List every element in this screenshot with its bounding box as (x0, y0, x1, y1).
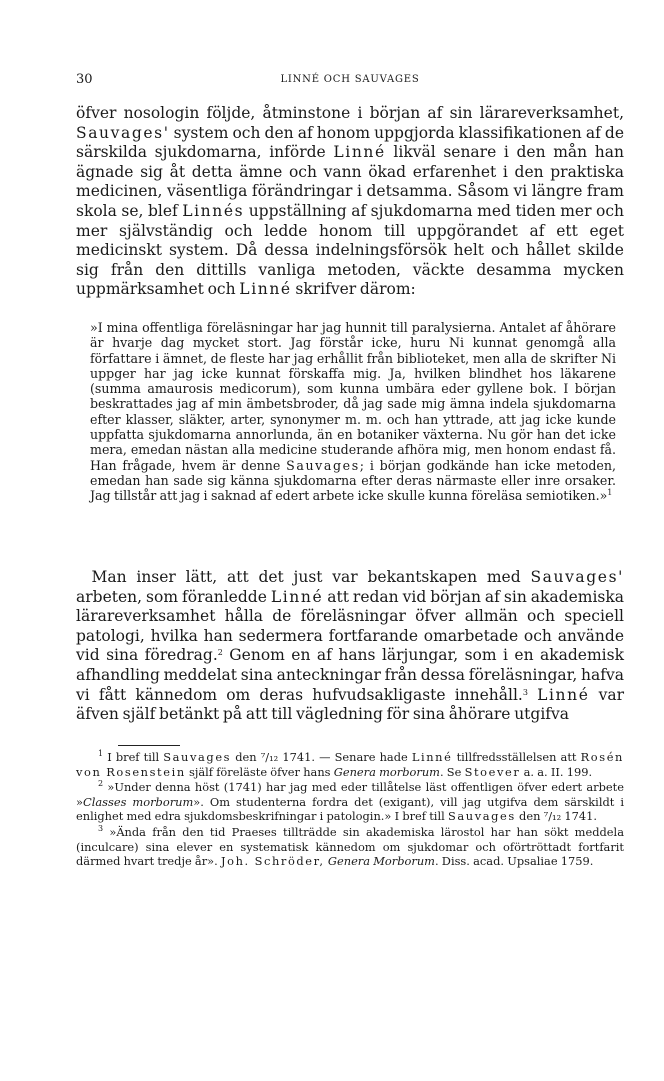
title-genera-morborum: Genera Morborum (327, 854, 435, 869)
footnotes (76, 750, 624, 870)
title-genera-morborum: Genera morborum (333, 764, 440, 779)
paragraph-2 (76, 568, 624, 725)
name-linne: Linné (537, 685, 590, 704)
name-sauvages: Sauvages' (530, 568, 624, 586)
footnote-mark: 3 (98, 823, 104, 833)
text-run: arbeten, som föranledde (76, 587, 271, 606)
name-rosen: Rosén von Rosenstein (76, 750, 624, 779)
footnote-1 (76, 750, 624, 779)
text-run: skrifver därom: (291, 280, 416, 299)
name-linnes: Linnés (182, 201, 245, 220)
running-title: LINNÉ OCH SAUVAGES (280, 74, 420, 85)
page-header (76, 72, 624, 90)
text-run: var äfven själf betänkt på att till vägledning för sina åhörare utgifva (76, 685, 624, 724)
name-sauvages: Sauvages (163, 750, 232, 764)
footnote-ref: 2 (217, 648, 223, 658)
text-run: system och den af honom uppgjorda klassifikationen af de särskilda sjukdomarna, införde (76, 123, 624, 162)
text-run: Genom en af hans lärjungar, som i en akademisk afhandling meddelat sina anteckningar från dessa föreläsningar, hafva vi fått kännedom om deras hufvudsakligaste innehåll. (76, 646, 624, 704)
footnote-ref: 3 (522, 687, 528, 697)
name-sauvages: Sauvages (286, 457, 360, 473)
page-number: 30 (76, 72, 93, 87)
name-stoever: Stoever (464, 764, 521, 779)
name-linne: Linné (333, 143, 386, 162)
name-linne: Linné (239, 280, 292, 299)
title-classes-morborum: Classes morborum (82, 794, 194, 809)
footnote-3 (76, 825, 624, 869)
note-text: I bref till (107, 750, 164, 764)
note-text: själf föreläste öfver hans (185, 764, 334, 779)
name-linne: Linné (270, 587, 324, 606)
note-text: . Se (439, 764, 465, 779)
text-run: öfver nosologin följde, åtminstone i början af sin lärareverksamhet, (76, 104, 624, 122)
name-sauvages: Sauvages' (76, 123, 170, 142)
quote-text: ; i början godkände han icke metoden, emedan han sade sig känna sjukdomarna efter deras närmaste eller inre orsaker. Jag tillstår att jag i saknad af edert arbete icke skulle kunna föreläsa semiotiken.» (90, 457, 616, 504)
paragraph-1 (76, 104, 624, 300)
note-text: tillfredsställelsen att (452, 750, 581, 764)
footnote-mark: 2 (98, 779, 104, 789)
note-text: »Ända från den tid Praeses tillträdde sin akademiska lärostol har han sökt meddela (inculcare) sina elever en systematisk kännedom om sjukdomar och oförtröttadt fortfarit därmed hvart tredje år». (76, 824, 624, 869)
text-run: likväl senare i den mån han ägnade sig åt detta ämne och vann ökad erfarenhet i den praktiska medicinen, väsentliga förändringar i detsamma. Såsom vi längre fram skola se, blef (76, 143, 624, 220)
note-text: ». Om studenterna fordra det (exigant), vill jag utgifva dem särskildt i enlighet med edra sjukdomsbeskrifningar i patologin.» I bref till (76, 794, 625, 824)
note-text: den ⁷/₁₂ 1741. (515, 809, 597, 824)
block-quote (90, 320, 616, 504)
footnote-2 (76, 780, 624, 824)
name-linne: Linné (411, 750, 453, 764)
text-run: Man inser lätt, att det just var bekantskapen med (91, 568, 531, 586)
name-schroder: Joh. Schröder, (220, 854, 325, 869)
note-text: . Diss. acad. Upsaliae 1759. (434, 854, 594, 869)
text-run: uppställning af sjukdomarna med tiden mer och mer självständig och ledde honom till uppgörandet af ett eget medicinskt system. Då dessa indelningsförsök helt och hållet skilde sig från den dittills vanliga metoden, väckte desamma mycken uppmärksamhet och (76, 201, 624, 299)
footnote-ref: 1 (607, 488, 613, 498)
note-text: den ⁷/₁₂ 1741. — Senare hade (231, 750, 412, 764)
note-text: »Under denna höst (1741) har jag med eder tillåtelse läst offentligen öfver edert arbete » (76, 780, 624, 809)
footnote-divider (118, 745, 180, 746)
footnote-mark: 1 (98, 749, 104, 758)
name-sauvages: Sauvages (447, 809, 516, 824)
quote-text: »I mina offentliga föreläsningar har jag hunnit till paralysierna. Antalet af åhörare är hvarje dag mycket stort. Jag förstår icke, huru Ni kunnat genomgå alla författare i ämnet, de fleste har jag erhållit från biblioteket, men alla de skrifter Ni uppger har jag icke kunnat förskaffa mig. Ja, hvilken blindhet hos läkarene (summa amaurosis medicorum), som kunna umbära eder gyllene bok. I början beskrattades jag af min ämbetsbroder, då jag sade mig ämna indela sjukdomarna efter klasser, släkter, arter, synonymer m. m. och han yttrade, att jag icke kunde uppfatta sjukdomarna annorlunda, än en botaniker växterna. Nu gör han det icke mera, emedan nästan alla medicine studerande afhöra mig, men honom endast få. Han frågade, hvem är denne (90, 320, 616, 473)
note-text: a. a. II. 199. (520, 764, 593, 779)
text-run: att redan vid början af sin akademiska lärareverksamhet hålla de föreläsningar öfver allmän och speciell patologi, hvilka han sedermera fortfarande omarbetade och använde vid sina föredrag. (76, 587, 624, 665)
